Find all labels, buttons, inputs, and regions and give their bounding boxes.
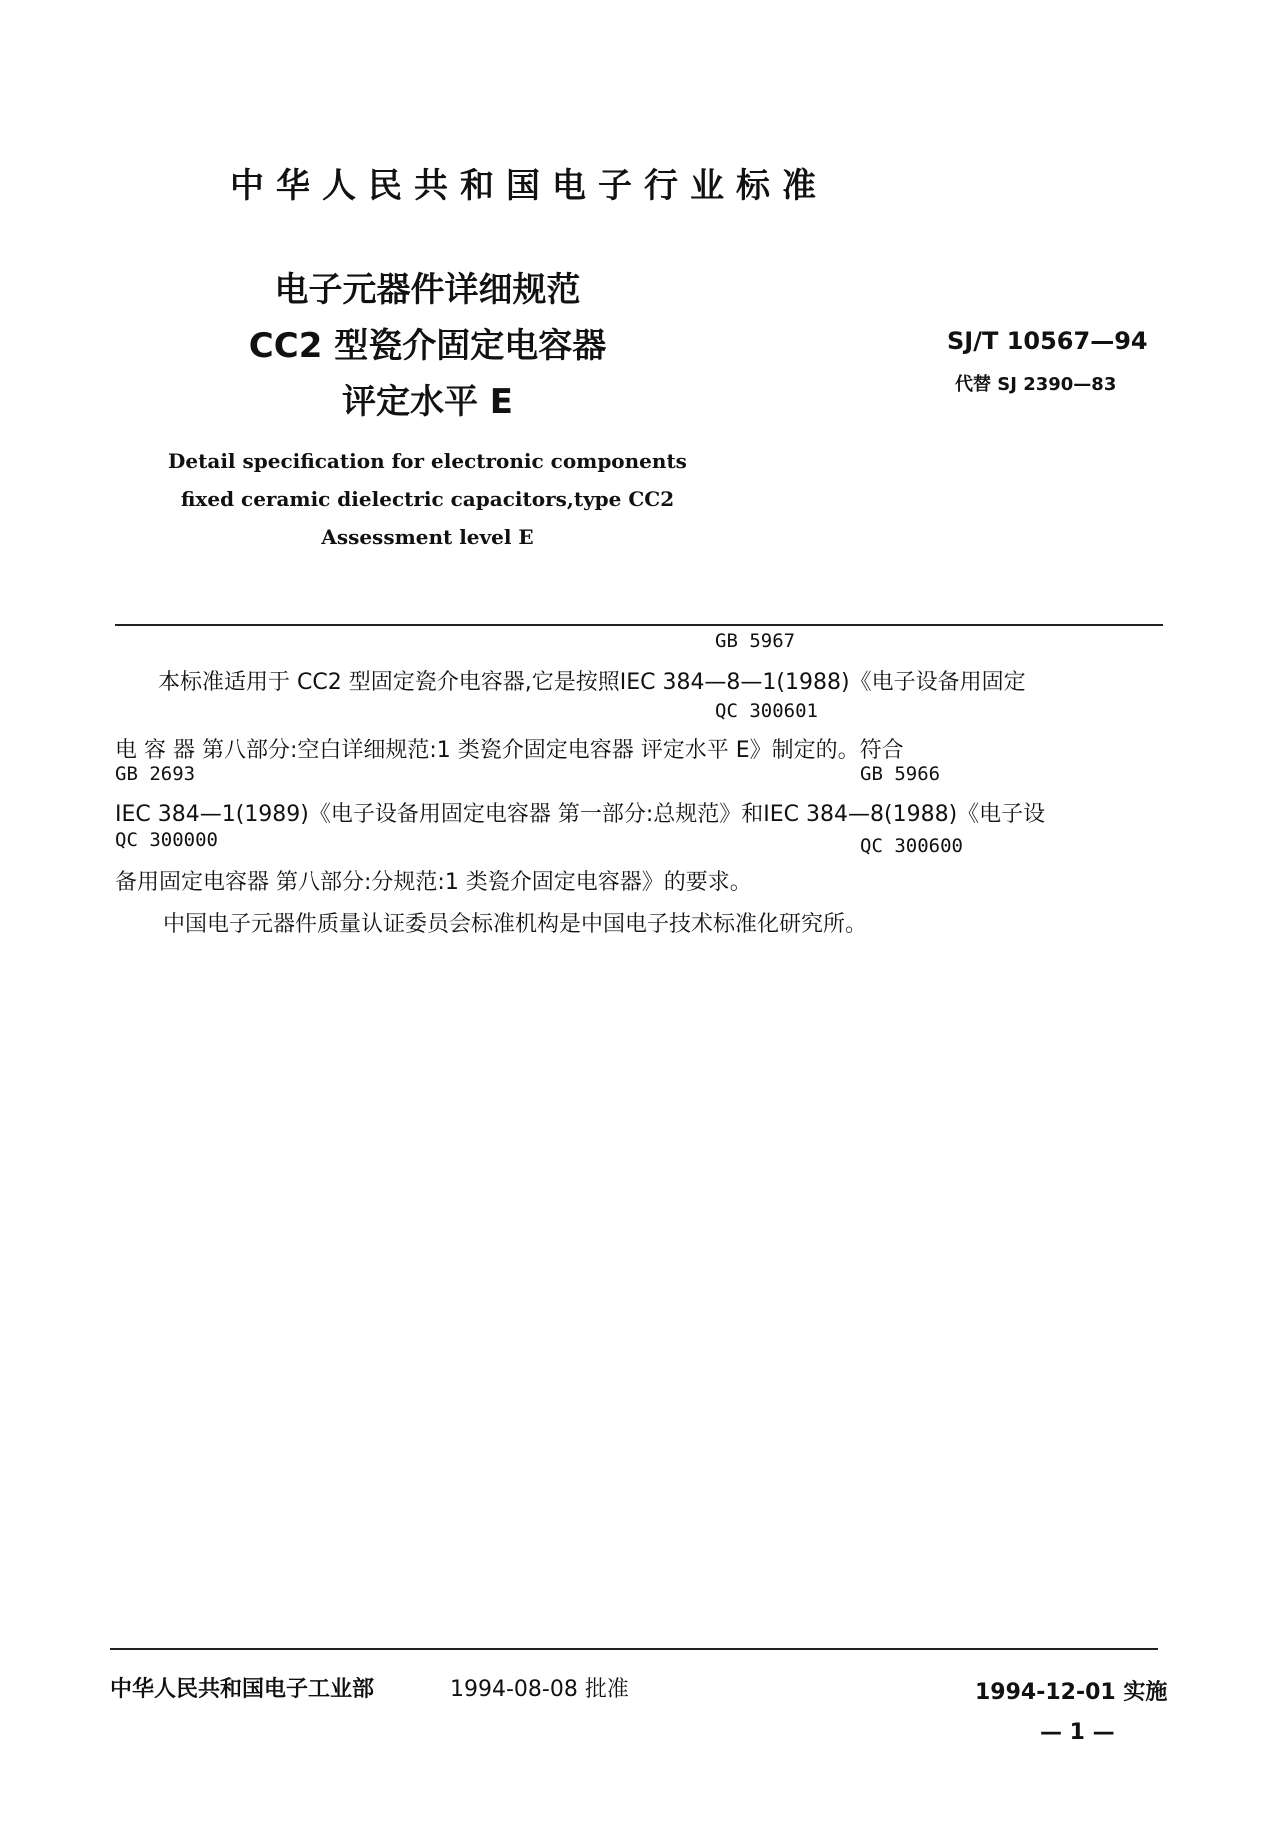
standard-number: SJ/T 10567—94	[947, 327, 1148, 355]
english-title-line-1: Detail specification for electronic components	[168, 449, 687, 473]
footer-effective-date: 1994-12-01 实施	[975, 1680, 1168, 1705]
footer-approve-date: 1994-08-08 批准	[450, 1677, 629, 1702]
body-paragraph-1-line-1: 本标准适用于 CC2 型固定瓷介电容器,它是按照IEC 384—8—1(1988)《电子设备用固定	[158, 670, 1026, 695]
footer-divider	[110, 1648, 1158, 1650]
body-paragraph-1-line-3: IEC 384—1(1989)《电子设备用固定电容器 第一部分:总规范》和IEC 384—8(1988)《电子设	[115, 802, 1046, 827]
english-title-line-2: fixed ceramic dielectric capacitors,type CC2	[180, 487, 675, 511]
footer-issuer: 中华人民共和国电子工业部	[110, 1677, 375, 1702]
ref-qc300600: QC 300600	[860, 835, 963, 857]
title-line-2: CC2 型瓷介固定电容器	[248, 326, 607, 366]
ref-qc300000: QC 300000	[115, 829, 218, 851]
replaces-standard: 代替 SJ 2390—83	[955, 374, 1117, 395]
page-number: — 1 —	[1040, 1720, 1115, 1745]
body-paragraph-2: 中国电子元器件质量认证委员会标准机构是中国电子技术标准化研究所。	[163, 912, 868, 937]
english-title-line-3: Assessment level E	[321, 525, 534, 549]
ref-gb2693: GB 2693	[115, 763, 196, 785]
ref-qc300601: QC 300601	[715, 700, 818, 722]
title-line-1: 电子元器件详细规范	[274, 270, 581, 310]
title-line-3: 评定水平 E	[341, 382, 514, 422]
body-paragraph-1-line-2: 电 容 器 第八部分:空白详细规范:1 类瓷介固定电容器 评定水平 E》制定的。符合	[115, 738, 904, 763]
header-title: 中华人民共和国电子行业标准	[230, 166, 828, 206]
header-divider	[115, 624, 1163, 626]
ref-gb5967: GB 5967	[715, 630, 796, 652]
ref-gb5966: GB 5966	[860, 763, 941, 785]
body-paragraph-1-line-4: 备用固定电容器 第八部分:分规范:1 类瓷介固定电容器》的要求。	[115, 870, 752, 895]
